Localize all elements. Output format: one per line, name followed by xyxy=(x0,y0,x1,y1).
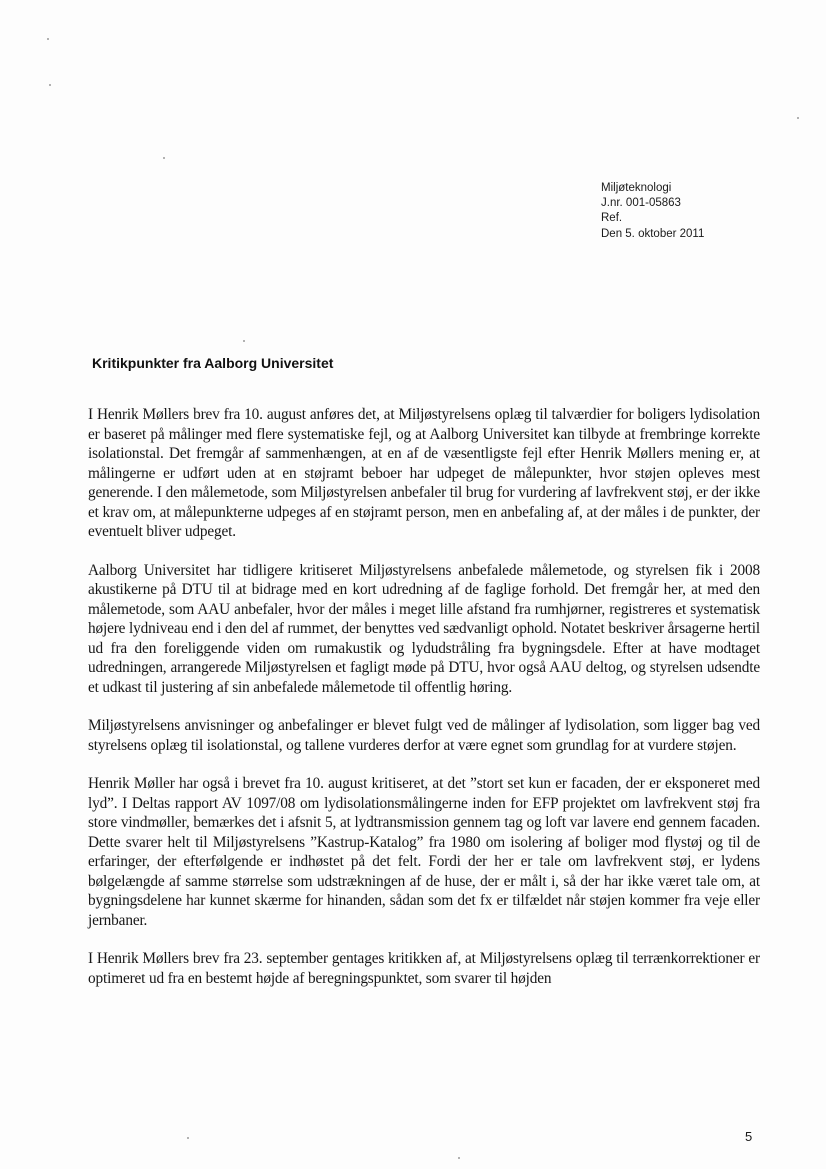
page-number: 5 xyxy=(745,1129,753,1144)
body-text xyxy=(88,405,760,1007)
paragraph-5: I Henrik Møllers brev fra 23. september gentages kritikken af, at Miljøstyrelsens oplæg til terrænkorrektioner er optimeret ud fra en bestemt højde af beregningspunktet, som svarer til højden xyxy=(88,950,760,987)
journal-number-line: J.nr. 001-05863 xyxy=(601,197,681,210)
section-heading: Kritikpunkter fra Aalborg Universitet xyxy=(92,355,334,371)
paragraph-1: I Henrik Møllers brev fra 10. august anføres det, at Miljøstyrelsens oplæg til talværdier for boligers lydisolation er baseret på målinger med flere systematiske fejl, og at Aalborg Universitet kan tilbyde at frembringe korrekte isolationstal. Det fremgår af sammenhængen, at en af de væsentligste fejl efter Henrik Møllers mening er, at målingerne er udført uden at en støjramt beboer har udpeget de målepunkter, hvor støjen opleves mest generende. I den målemetode, som Miljøstyrelsen anbefaler til brug for vurdering af lavfrekvent støj, er der ikke et krav om, at målepunkterne udpeges af en støjramt person, men en anbefaling af, at der måles i de punkter, der eventuelt bliver udpeget. xyxy=(88,406,760,540)
reference-line: Ref. xyxy=(601,212,623,225)
department-line: Miljøteknologi xyxy=(601,182,672,194)
paragraph-3: Miljøstyrelsens anvisninger og anbefalinger er blevet fulgt ved de målinger af lydisolation, som ligger bag ved styrelsens oplæg til isolationstal, og tallene vurderes derfor at være egnet som grundlag for at vurdere støjen. xyxy=(88,717,760,754)
scan-speck xyxy=(187,1137,189,1139)
scan-speck xyxy=(243,340,245,342)
scan-speck xyxy=(458,1157,460,1159)
date-line: Den 5. oktober 2011 xyxy=(601,227,705,240)
scan-speck xyxy=(797,117,799,119)
scan-speck xyxy=(49,84,51,86)
scan-speck xyxy=(47,38,49,40)
scan-speck xyxy=(163,157,165,159)
paragraph-4: Henrik Møller har også i brevet fra 10. august kritiseret, at det ”stort set kun er facaden, der er eksponeret med lyd”. I Deltas rapport AV 1097/08 om lydisolationsmålingerne inden for EFP projektet om lavfrekvent støj fra store vindmøller, bemærkes det i afsnit 5, at lydtransmission gennem tag og loft var lavere end gennem facaden. Dette svarer helt til Miljøstyrelsens ”Kastrup-Katalog” fra 1980 om isolering af boliger mod flystøj og til de erfaringer, der efterfølgende er indhøstet på det felt. Fordi der her er tale om lavfrekvent støj, er lydens bølgelængde af samme størrelse som udstrækningen af de huse, der er målt i, så der har ikke været tale om, at bygningsdelene har kunnet skærme for hinanden, sådan som det fx er tilfældet når støjen kommer fra veje eller jernbaner. xyxy=(88,775,760,929)
paragraph-2: Aalborg Universitet har tidligere kritiseret Miljøstyrelsens anbefalede målemetode, og styrelsen fik i 2008 akustikerne på DTU til at bidrage med en kort udredning af de faglige forhold. Det fremgår her, at med den målemetode, som AAU anbefaler, hvor der måles i meget lille afstand fra rumhjørner, registreres et systematisk højere lydniveau end i den del af rummet, der benyttes ved sædvanligt ophold. Notatet beskriver årsagerne hertil ud fra den foreliggende viden om rumakustik og lydudstråling fra bygningsdele. Efter at have modtaget udredningen, arrangerede Miljøstyrelsen et fagligt møde på DTU, hvor også AAU deltog, og styrelsen udsendte et udkast til justering af sin anbefalede målemetode til offentlig høring. xyxy=(88,561,760,696)
letter-header xyxy=(601,181,704,242)
